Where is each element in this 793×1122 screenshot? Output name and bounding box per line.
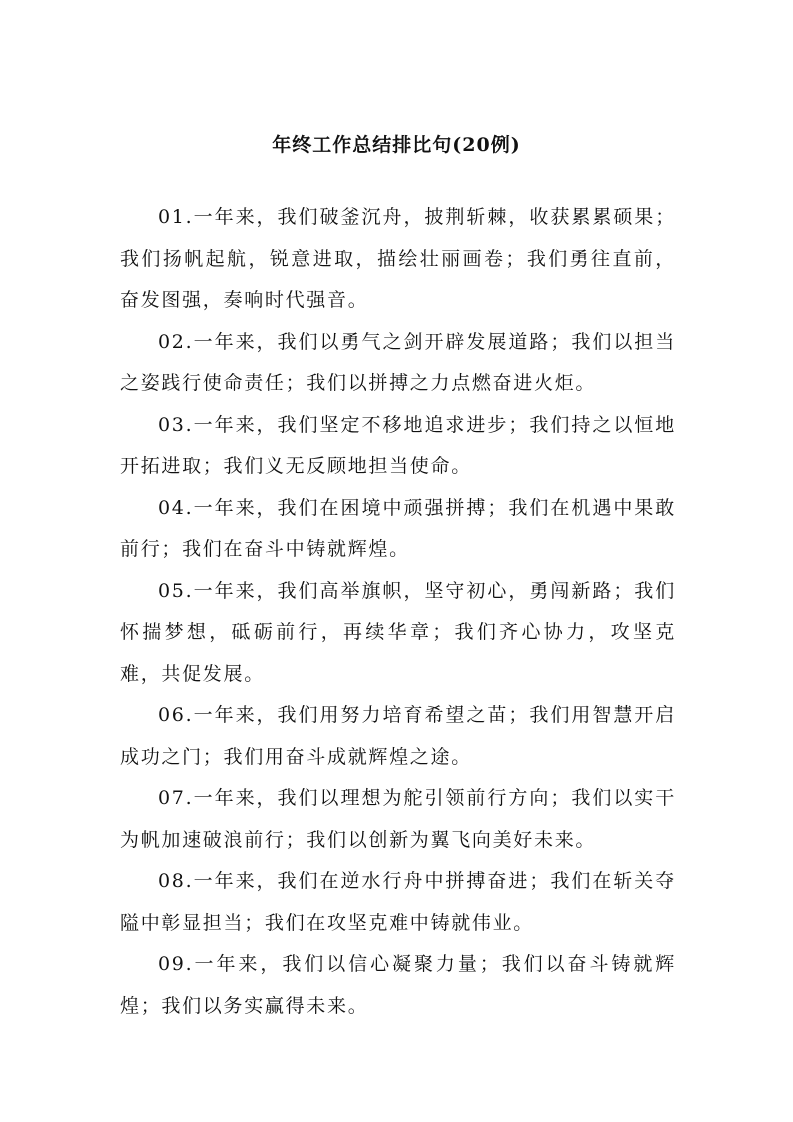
paragraph-07: 07.一年来，我们以理想为舵引领前行方向；我们以实干为帆加速破浪前行；我们以创新为翼飞向美好未来。 — [120, 787, 676, 851]
document-body — [120, 197, 676, 1027]
paragraph-02: 02.一年来，我们以勇气之剑开辟发展道路；我们以担当之姿践行使命责任；我们以拼搏之力点燃奋进火炬。 — [120, 330, 676, 394]
paragraph-05: 05.一年来，我们高举旗帜，坚守初心，勇闯新路；我们怀揣梦想，砥砺前行，再续华章；我们齐心协力，攻坚克难，共促发展。 — [120, 579, 676, 685]
paragraph-08: 08.一年来，我们在逆水行舟中拼搏奋进；我们在斩关夺隘中彰显担当；我们在攻坚克难中铸就伟业。 — [120, 870, 676, 934]
paragraph-04: 04.一年来，我们在困境中顽强拼搏；我们在机遇中果敢前行；我们在奋斗中铸就辉煌。 — [120, 496, 676, 560]
paragraph-09: 09.一年来，我们以信心凝聚力量；我们以奋斗铸就辉煌；我们以务实赢得未来。 — [120, 953, 676, 1017]
paragraph-06: 06.一年来，我们用努力培育希望之苗；我们用智慧开启成功之门；我们用奋斗成就辉煌之途。 — [120, 704, 676, 768]
paragraph-03: 03.一年来，我们坚定不移地追求进步；我们持之以恒地开拓进取；我们义无反顾地担当使命。 — [120, 413, 676, 477]
document-title: 年终工作总结排比句(20例) — [272, 134, 521, 156]
paragraph-01: 01.一年来，我们破釜沉舟，披荆斩棘，收获累累硕果；我们扬帆起航，锐意进取，描绘壮丽画卷；我们勇往直前，奋发图强，奏响时代强音。 — [120, 206, 676, 311]
